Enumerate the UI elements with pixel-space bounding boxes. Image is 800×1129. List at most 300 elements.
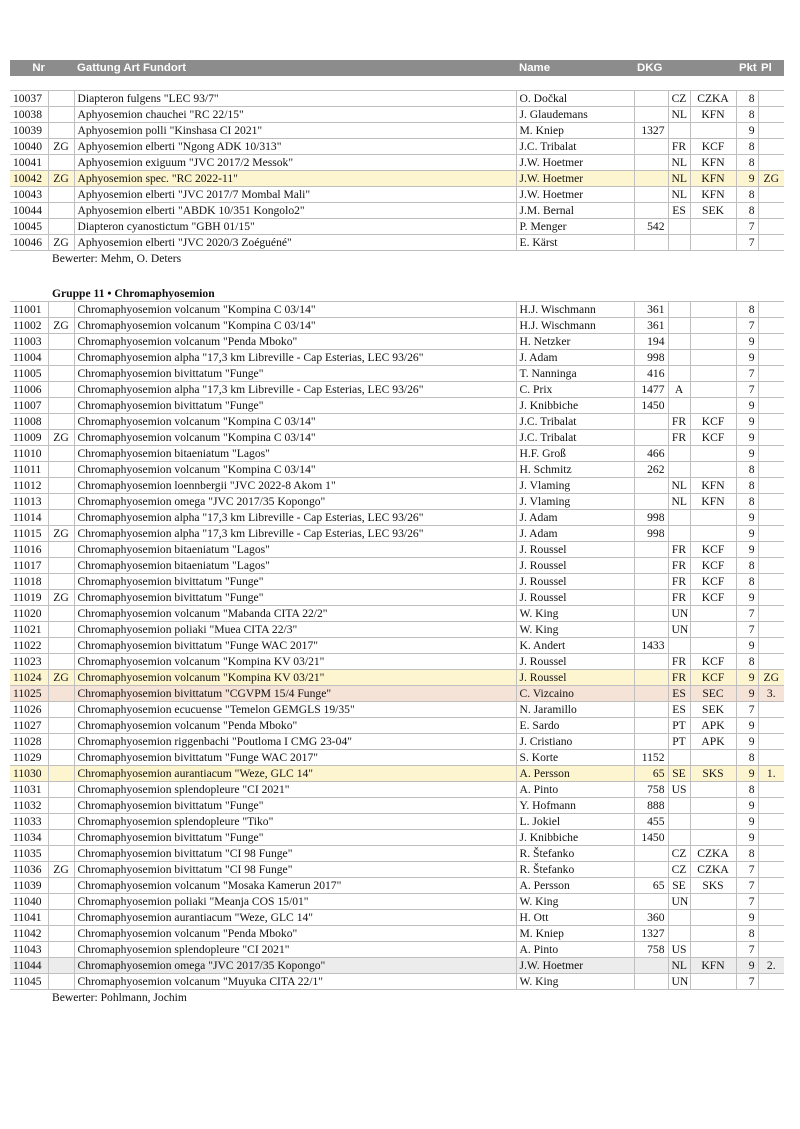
cell-place (758, 526, 784, 542)
cell-nr: 11017 (10, 558, 48, 574)
cell-name: W. King (516, 974, 634, 990)
cell-species: Chromaphyosemion volcanum "Kompina C 03/14" (74, 318, 516, 334)
cell-nr: 11032 (10, 798, 48, 814)
cell-name: J. Vlaming (516, 478, 634, 494)
cell-zg (48, 750, 74, 766)
cell-club: SEC (690, 686, 736, 702)
table-row (10, 494, 784, 510)
header-name: Name (519, 62, 551, 74)
cell-species: Chromaphyosemion bivittatum "Funge" (74, 366, 516, 382)
cell-species: Chromaphyosemion bivittatum "CI 98 Funge" (74, 846, 516, 862)
table-row (10, 670, 784, 686)
cell-place (758, 478, 784, 494)
cell-zg (48, 91, 74, 107)
table-row (10, 782, 784, 798)
cell-place (758, 302, 784, 318)
cell-place (758, 814, 784, 830)
cell-name: J. Roussel (516, 670, 634, 686)
cell-club (690, 350, 736, 366)
cell-club: SKS (690, 878, 736, 894)
cell-points: 8 (736, 462, 758, 478)
cell-species: Chromaphyosemion bivittatum "CI 98 Funge" (74, 862, 516, 878)
cell-species: Chromaphyosemion bitaeniatum "Lagos" (74, 558, 516, 574)
cell-species: Chromaphyosemion volcanum "Kompina C 03/14" (74, 302, 516, 318)
cell-nr: 11006 (10, 382, 48, 398)
cell-club (690, 830, 736, 846)
cell-country (668, 910, 690, 926)
table-header (10, 60, 784, 76)
cell-name: J. Knibbiche (516, 398, 634, 414)
cell-country (668, 318, 690, 334)
cell-place (758, 446, 784, 462)
results-table (10, 60, 784, 1005)
table-row (10, 814, 784, 830)
cell-points: 9 (736, 734, 758, 750)
cell-nr: 11002 (10, 318, 48, 334)
cell-points: 9 (736, 446, 758, 462)
cell-species: Chromaphyosemion bivittatum "Funge" (74, 798, 516, 814)
cell-dkg (634, 702, 668, 718)
cell-dkg (634, 235, 668, 251)
table-row (10, 638, 784, 654)
group-title: Gruppe 11 • Chromaphyosemion (52, 287, 215, 300)
cell-zg (48, 894, 74, 910)
cell-name: J.W. Hoetmer (516, 171, 634, 187)
cell-species: Chromaphyosemion poliaki "Muea CITA 22/3" (74, 622, 516, 638)
cell-nr: 10041 (10, 155, 48, 171)
cell-name: J. Cristiano (516, 734, 634, 750)
cell-zg: ZG (48, 862, 74, 878)
cell-species: Chromaphyosemion volcanum "Mosaka Kamerun 2017" (74, 878, 516, 894)
cell-club: KFN (690, 478, 736, 494)
cell-dkg: 455 (634, 814, 668, 830)
table-row (10, 155, 784, 171)
cell-points: 9 (736, 686, 758, 702)
cell-nr: 11008 (10, 414, 48, 430)
cell-name: A. Pinto (516, 942, 634, 958)
cell-points: 9 (736, 414, 758, 430)
cell-name: J. Roussel (516, 542, 634, 558)
cell-name: Y. Hofmann (516, 798, 634, 814)
cell-club (690, 750, 736, 766)
cell-country: CZ (668, 91, 690, 107)
cell-species: Chromaphyosemion ecucuense "Temelon GEMGLS 19/35" (74, 702, 516, 718)
cell-club: KCF (690, 590, 736, 606)
cell-points: 9 (736, 398, 758, 414)
cell-name: E. Kärst (516, 235, 634, 251)
cell-country (668, 830, 690, 846)
cell-species: Chromaphyosemion riggenbachi "Poutloma I CMG 23-04" (74, 734, 516, 750)
cell-name: C. Prix (516, 382, 634, 398)
cell-club: APK (690, 734, 736, 750)
cell-points: 8 (736, 782, 758, 798)
cell-club (690, 123, 736, 139)
cell-points: 8 (736, 139, 758, 155)
cell-name: R. Štefanko (516, 862, 634, 878)
cell-place (758, 91, 784, 107)
cell-zg (48, 798, 74, 814)
table-row (10, 334, 784, 350)
cell-name: H.F. Groß (516, 446, 634, 462)
cell-country (668, 526, 690, 542)
cell-zg (48, 638, 74, 654)
cell-place: ZG (758, 171, 784, 187)
cell-place (758, 718, 784, 734)
cell-dkg: 416 (634, 366, 668, 382)
cell-country: CZ (668, 846, 690, 862)
cell-name: H. Schmitz (516, 462, 634, 478)
cell-points: 9 (736, 334, 758, 350)
cell-nr: 11021 (10, 622, 48, 638)
table-row (10, 574, 784, 590)
cell-zg (48, 334, 74, 350)
cell-club: KCF (690, 654, 736, 670)
cell-club (690, 318, 736, 334)
cell-name: J.W. Hoetmer (516, 155, 634, 171)
cell-place (758, 942, 784, 958)
cell-club (690, 510, 736, 526)
cell-nr: 11028 (10, 734, 48, 750)
cell-country (668, 926, 690, 942)
cell-country: SE (668, 878, 690, 894)
cell-nr: 11014 (10, 510, 48, 526)
cell-name: J. Adam (516, 350, 634, 366)
cell-zg (48, 366, 74, 382)
cell-dkg: 1450 (634, 830, 668, 846)
cell-country: NL (668, 171, 690, 187)
cell-points: 9 (736, 766, 758, 782)
cell-club (690, 814, 736, 830)
cell-country (668, 350, 690, 366)
cell-dkg: 466 (634, 446, 668, 462)
cell-species: Chromaphyosemion volcanum "Kompina C 03/14" (74, 414, 516, 430)
cell-dkg (634, 187, 668, 203)
cell-dkg (634, 558, 668, 574)
table-row (10, 926, 784, 942)
table-row (10, 654, 784, 670)
cell-dkg (634, 670, 668, 686)
cell-place (758, 654, 784, 670)
cell-points: 8 (736, 494, 758, 510)
cell-zg (48, 718, 74, 734)
cell-place (758, 542, 784, 558)
cell-zg: ZG (48, 171, 74, 187)
cell-country: NL (668, 187, 690, 203)
cell-club (690, 235, 736, 251)
cell-country: FR (668, 670, 690, 686)
cell-nr: 11025 (10, 686, 48, 702)
cell-place (758, 590, 784, 606)
cell-species: Chromaphyosemion alpha "17,3 km Libreville - Cap Esterias, LEC 93/26" (74, 382, 516, 398)
cell-name: A. Persson (516, 766, 634, 782)
cell-place (758, 894, 784, 910)
table-row (10, 414, 784, 430)
cell-points: 8 (736, 302, 758, 318)
cell-points: 7 (736, 894, 758, 910)
cell-place (758, 155, 784, 171)
cell-species: Chromaphyosemion volcanum "Kompina C 03/14" (74, 462, 516, 478)
header-art: Gattung Art Fundort (77, 62, 187, 74)
cell-dkg (634, 622, 668, 638)
cell-zg (48, 622, 74, 638)
cell-species: Chromaphyosemion bivittatum "Funge" (74, 574, 516, 590)
cell-nr: 11043 (10, 942, 48, 958)
cell-name: H. Netzker (516, 334, 634, 350)
cell-points: 8 (736, 478, 758, 494)
cell-nr: 11009 (10, 430, 48, 446)
cell-name: J. Roussel (516, 590, 634, 606)
table-row (10, 734, 784, 750)
cell-nr: 10042 (10, 171, 48, 187)
cell-species: Diapteron cyanostictum "GBH 01/15" (74, 219, 516, 235)
cell-place (758, 702, 784, 718)
cell-dkg (634, 862, 668, 878)
cell-species: Chromaphyosemion volcanum "Penda Mboko" (74, 926, 516, 942)
cell-species: Chromaphyosemion aurantiacum "Weze, GLC 14" (74, 766, 516, 782)
cell-nr: 11024 (10, 670, 48, 686)
cell-club: APK (690, 718, 736, 734)
cell-dkg: 65 (634, 766, 668, 782)
cell-dkg (634, 846, 668, 862)
table-row (10, 398, 784, 414)
cell-nr: 11010 (10, 446, 48, 462)
cell-points: 8 (736, 107, 758, 123)
cell-place (758, 558, 784, 574)
cell-dkg (634, 478, 668, 494)
cell-country: ES (668, 203, 690, 219)
cell-country: UN (668, 622, 690, 638)
cell-zg (48, 878, 74, 894)
cell-dkg: 758 (634, 782, 668, 798)
cell-zg (48, 606, 74, 622)
cell-species: Aphyosemion elberti "Ngong ADK 10/313" (74, 139, 516, 155)
cell-place (758, 398, 784, 414)
cell-club: KCF (690, 414, 736, 430)
cell-zg (48, 187, 74, 203)
cell-dkg (634, 718, 668, 734)
cell-species: Chromaphyosemion volcanum "Kompina KV 03/21" (74, 654, 516, 670)
cell-zg: ZG (48, 590, 74, 606)
cell-country: FR (668, 574, 690, 590)
cell-club (690, 942, 736, 958)
cell-country: NL (668, 155, 690, 171)
cell-nr: 11035 (10, 846, 48, 862)
cell-points: 7 (736, 382, 758, 398)
header-pl: Pl (761, 62, 772, 74)
cell-club (690, 974, 736, 990)
cell-nr: 11001 (10, 302, 48, 318)
section-2-footer (10, 990, 784, 1006)
cell-dkg: 360 (634, 910, 668, 926)
cell-place (758, 219, 784, 235)
cell-nr: 11016 (10, 542, 48, 558)
cell-dkg: 1450 (634, 398, 668, 414)
cell-nr: 11013 (10, 494, 48, 510)
table-row (10, 302, 784, 318)
cell-zg (48, 910, 74, 926)
cell-name: J. Roussel (516, 574, 634, 590)
cell-points: 9 (736, 958, 758, 974)
cell-place (758, 203, 784, 219)
cell-dkg: 1433 (634, 638, 668, 654)
table-row (10, 430, 784, 446)
cell-species: Chromaphyosemion poliaki "Meanja COS 15/01" (74, 894, 516, 910)
cell-points: 8 (736, 91, 758, 107)
cell-zg (48, 830, 74, 846)
cell-zg (48, 123, 74, 139)
cell-dkg (634, 686, 668, 702)
table-row (10, 974, 784, 990)
cell-species: Chromaphyosemion volcanum "Kompina KV 03/21" (74, 670, 516, 686)
cell-species: Chromaphyosemion loennbergii "JVC 2022-8 Akom 1" (74, 478, 516, 494)
cell-dkg: 361 (634, 318, 668, 334)
cell-country: CZ (668, 862, 690, 878)
cell-country (668, 510, 690, 526)
table-row (10, 894, 784, 910)
cell-nr: 10046 (10, 235, 48, 251)
cell-points: 9 (736, 526, 758, 542)
cell-place (758, 782, 784, 798)
cell-dkg: 888 (634, 798, 668, 814)
cell-points: 9 (736, 430, 758, 446)
cell-zg (48, 814, 74, 830)
table-row (10, 171, 784, 187)
cell-points: 7 (736, 702, 758, 718)
cell-dkg: 361 (634, 302, 668, 318)
cell-country (668, 750, 690, 766)
cell-country: FR (668, 414, 690, 430)
table-row (10, 862, 784, 878)
cell-country: SE (668, 766, 690, 782)
table-row (10, 350, 784, 366)
cell-club (690, 366, 736, 382)
cell-nr: 11018 (10, 574, 48, 590)
cell-nr: 11020 (10, 606, 48, 622)
cell-zg (48, 446, 74, 462)
cell-species: Chromaphyosemion alpha "17,3 km Libreville - Cap Esterias, LEC 93/26" (74, 510, 516, 526)
cell-place (758, 926, 784, 942)
cell-zg (48, 478, 74, 494)
cell-nr: 11031 (10, 782, 48, 798)
cell-name: H.J. Wischmann (516, 318, 634, 334)
section-2-rows (10, 302, 784, 990)
table-row (10, 702, 784, 718)
cell-zg (48, 203, 74, 219)
cell-country (668, 798, 690, 814)
cell-zg (48, 654, 74, 670)
cell-zg (48, 382, 74, 398)
cell-place (758, 734, 784, 750)
cell-species: Chromaphyosemion bitaeniatum "Lagos" (74, 446, 516, 462)
cell-name: P. Menger (516, 219, 634, 235)
table-row (10, 910, 784, 926)
cell-species: Aphyosemion polli "Kinshasa CI 2021" (74, 123, 516, 139)
cell-country (668, 446, 690, 462)
cell-species: Chromaphyosemion volcanum "Penda Mboko" (74, 718, 516, 734)
cell-zg (48, 782, 74, 798)
cell-name: C. Vizcaino (516, 686, 634, 702)
cell-species: Chromaphyosemion omega "JVC 2017/35 Kopongo" (74, 958, 516, 974)
cell-dkg (634, 107, 668, 123)
cell-name: W. King (516, 606, 634, 622)
cell-points: 7 (736, 219, 758, 235)
cell-points: 9 (736, 670, 758, 686)
cell-zg: ZG (48, 318, 74, 334)
cell-nr: 10043 (10, 187, 48, 203)
header-dkg: DKG (637, 62, 663, 74)
cell-name: S. Korte (516, 750, 634, 766)
cell-country: UN (668, 894, 690, 910)
cell-nr: 11022 (10, 638, 48, 654)
table-row (10, 542, 784, 558)
cell-country (668, 302, 690, 318)
cell-country: NL (668, 494, 690, 510)
cell-club: KFN (690, 155, 736, 171)
cell-club: KCF (690, 542, 736, 558)
cell-country (668, 123, 690, 139)
cell-country (668, 638, 690, 654)
cell-nr: 11042 (10, 926, 48, 942)
cell-place (758, 494, 784, 510)
cell-place (758, 187, 784, 203)
cell-points: 8 (736, 574, 758, 590)
cell-nr: 10045 (10, 219, 48, 235)
cell-dkg: 65 (634, 878, 668, 894)
cell-country (668, 398, 690, 414)
cell-nr: 10037 (10, 91, 48, 107)
cell-dkg: 1477 (634, 382, 668, 398)
cell-name: J.W. Hoetmer (516, 958, 634, 974)
cell-zg (48, 155, 74, 171)
cell-dkg: 1152 (634, 750, 668, 766)
cell-zg (48, 510, 74, 526)
cell-country: ES (668, 702, 690, 718)
cell-place (758, 414, 784, 430)
cell-place: 2. (758, 958, 784, 974)
cell-club (690, 302, 736, 318)
table-row (10, 942, 784, 958)
table-row (10, 382, 784, 398)
cell-nr: 11007 (10, 398, 48, 414)
cell-place (758, 862, 784, 878)
cell-zg: ZG (48, 526, 74, 542)
cell-country: FR (668, 590, 690, 606)
cell-club: CZKA (690, 862, 736, 878)
cell-name: H.J. Wischmann (516, 302, 634, 318)
cell-points: 8 (736, 654, 758, 670)
cell-zg: ZG (48, 235, 74, 251)
table-row (10, 107, 784, 123)
cell-place (758, 430, 784, 446)
cell-club (690, 638, 736, 654)
cell-nr: 10038 (10, 107, 48, 123)
cell-name: J. Adam (516, 510, 634, 526)
cell-zg (48, 219, 74, 235)
cell-nr: 11040 (10, 894, 48, 910)
cell-species: Chromaphyosemion alpha "17,3 km Libreville - Cap Esterias, LEC 93/26" (74, 526, 516, 542)
cell-country: NL (668, 478, 690, 494)
cell-club (690, 798, 736, 814)
section-1-rows (10, 76, 784, 251)
cell-dkg (634, 974, 668, 990)
table-row (10, 462, 784, 478)
cell-nr: 11012 (10, 478, 48, 494)
cell-place (758, 334, 784, 350)
cell-species: Chromaphyosemion volcanum "Muyuka CITA 22/1" (74, 974, 516, 990)
cell-club: KFN (690, 107, 736, 123)
cell-country: FR (668, 558, 690, 574)
cell-zg (48, 558, 74, 574)
